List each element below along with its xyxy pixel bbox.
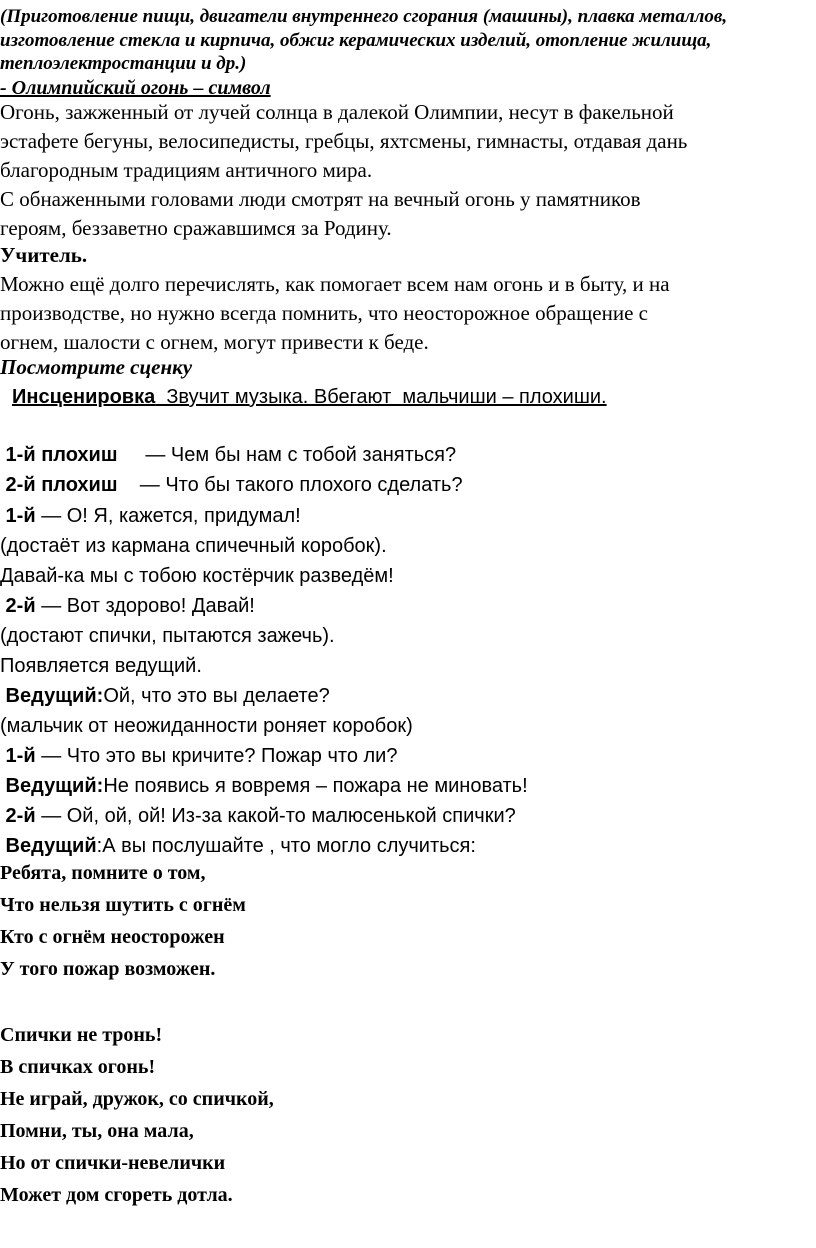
speaker: Ведущий: <box>0 685 104 707</box>
teacher-label: Учитель. <box>0 243 88 267</box>
poem-line: Спички не тронь! <box>0 1024 163 1046</box>
paragraph-line: С обнаженными головами люди смотрят на вечный огонь у памятников <box>0 187 641 211</box>
speaker: 1-й плохиш <box>0 444 118 466</box>
poem-line: Но от спички-невелички <box>0 1152 226 1174</box>
staging-line <box>12 386 607 409</box>
paragraph-line: благородным традициям античного мира. <box>0 158 373 182</box>
paragraph-line: героям, беззаветно сражавшимся за Родину. <box>0 216 392 240</box>
script-line: Ведущий:А вы послушайте , что могло случиться: <box>0 835 476 857</box>
script-line: 1-й — Что это вы кричите? Пожар что ли? <box>0 745 398 767</box>
speaker: 2-й <box>0 805 36 827</box>
speaker: 1-й <box>0 505 36 527</box>
poem-line: Не играй, дружок, со спичкой, <box>0 1088 274 1110</box>
speaker: Ведущий: <box>0 775 104 797</box>
staging-text: Звучит музыка. Вбегают мальчиши – плохиши. <box>155 386 607 408</box>
script-line: (мальчик от неожиданности роняет коробок) <box>0 715 413 737</box>
paragraph-line: Огонь, зажженный от лучей солнца в далекой Олимпии, несут в факельной <box>0 100 674 124</box>
script-line: 1-й — О! Я, кажется, придумал! <box>0 505 301 527</box>
poem-line: Что нельзя шутить с огнём <box>0 894 246 916</box>
script-line: 1-й плохиш — Чем бы нам с тобой заняться? <box>0 444 457 466</box>
script-line: Появляется ведущий. <box>0 655 202 677</box>
olympic-heading: - Олимпийский огонь – символ <box>0 77 271 99</box>
intro-line: изготовление стекла и кирпича, обжиг керамических изделий, отопление жилища, <box>0 30 712 51</box>
poem-line: Помни, ты, она мала, <box>0 1120 194 1142</box>
script-line: Ведущий:Ой, что это вы делаете? <box>0 685 330 707</box>
script-line: (достают спички, пытаются зажечь). <box>0 625 335 647</box>
paragraph-line: производстве, но нужно всегда помнить, что неосторожное обращение с <box>0 301 648 325</box>
intro-line: (Приготовление пищи, двигатели внутреннего сгорания (машины), плавка металлов, <box>0 6 728 27</box>
paragraph-line: огнем, шалости с огнем, могут привести к беде. <box>0 330 429 354</box>
poem-line: В спичках огонь! <box>0 1056 156 1078</box>
staging-label: Инсценировка <box>12 386 156 408</box>
intro-line: теплоэлектростанции и др.) <box>0 53 247 74</box>
speaker: 2-й <box>0 595 36 617</box>
speaker: 1-й <box>0 745 36 767</box>
script-line: Ведущий:Не появись я вовремя – пожара не миновать! <box>0 775 528 797</box>
poem-line: У того пожар возможен. <box>0 958 216 980</box>
script-line: (достаёт из кармана спичечный коробок). <box>0 535 387 557</box>
paragraph-line: эстафете бегуны, велосипедисты, гребцы, яхтсмены, гимнасты, отдавая дань <box>0 129 688 153</box>
watch-scene-heading: Посмотрите сценку <box>0 355 193 379</box>
script-line: 2-й — Вот здорово! Давай! <box>0 595 255 617</box>
script-line: 2-й плохиш — Что бы такого плохого сделать? <box>0 474 463 496</box>
script-line: 2-й — Ой, ой, ой! Из-за какой-то малюсенькой спички? <box>0 805 516 827</box>
script-line: Давай-ка мы с тобою костёрчик разведём! <box>0 565 394 587</box>
paragraph-line: Можно ещё долго перечислять, как помогает всем нам огонь и в быту, и на <box>0 272 670 296</box>
poem-line: Кто с огнём неосторожен <box>0 926 225 948</box>
speaker: Ведущий <box>0 835 97 857</box>
poem-line: Может дом сгореть дотла. <box>0 1184 233 1206</box>
speaker: 2-й плохиш <box>0 474 118 496</box>
poem-line: Ребята, помните о том, <box>0 862 206 884</box>
